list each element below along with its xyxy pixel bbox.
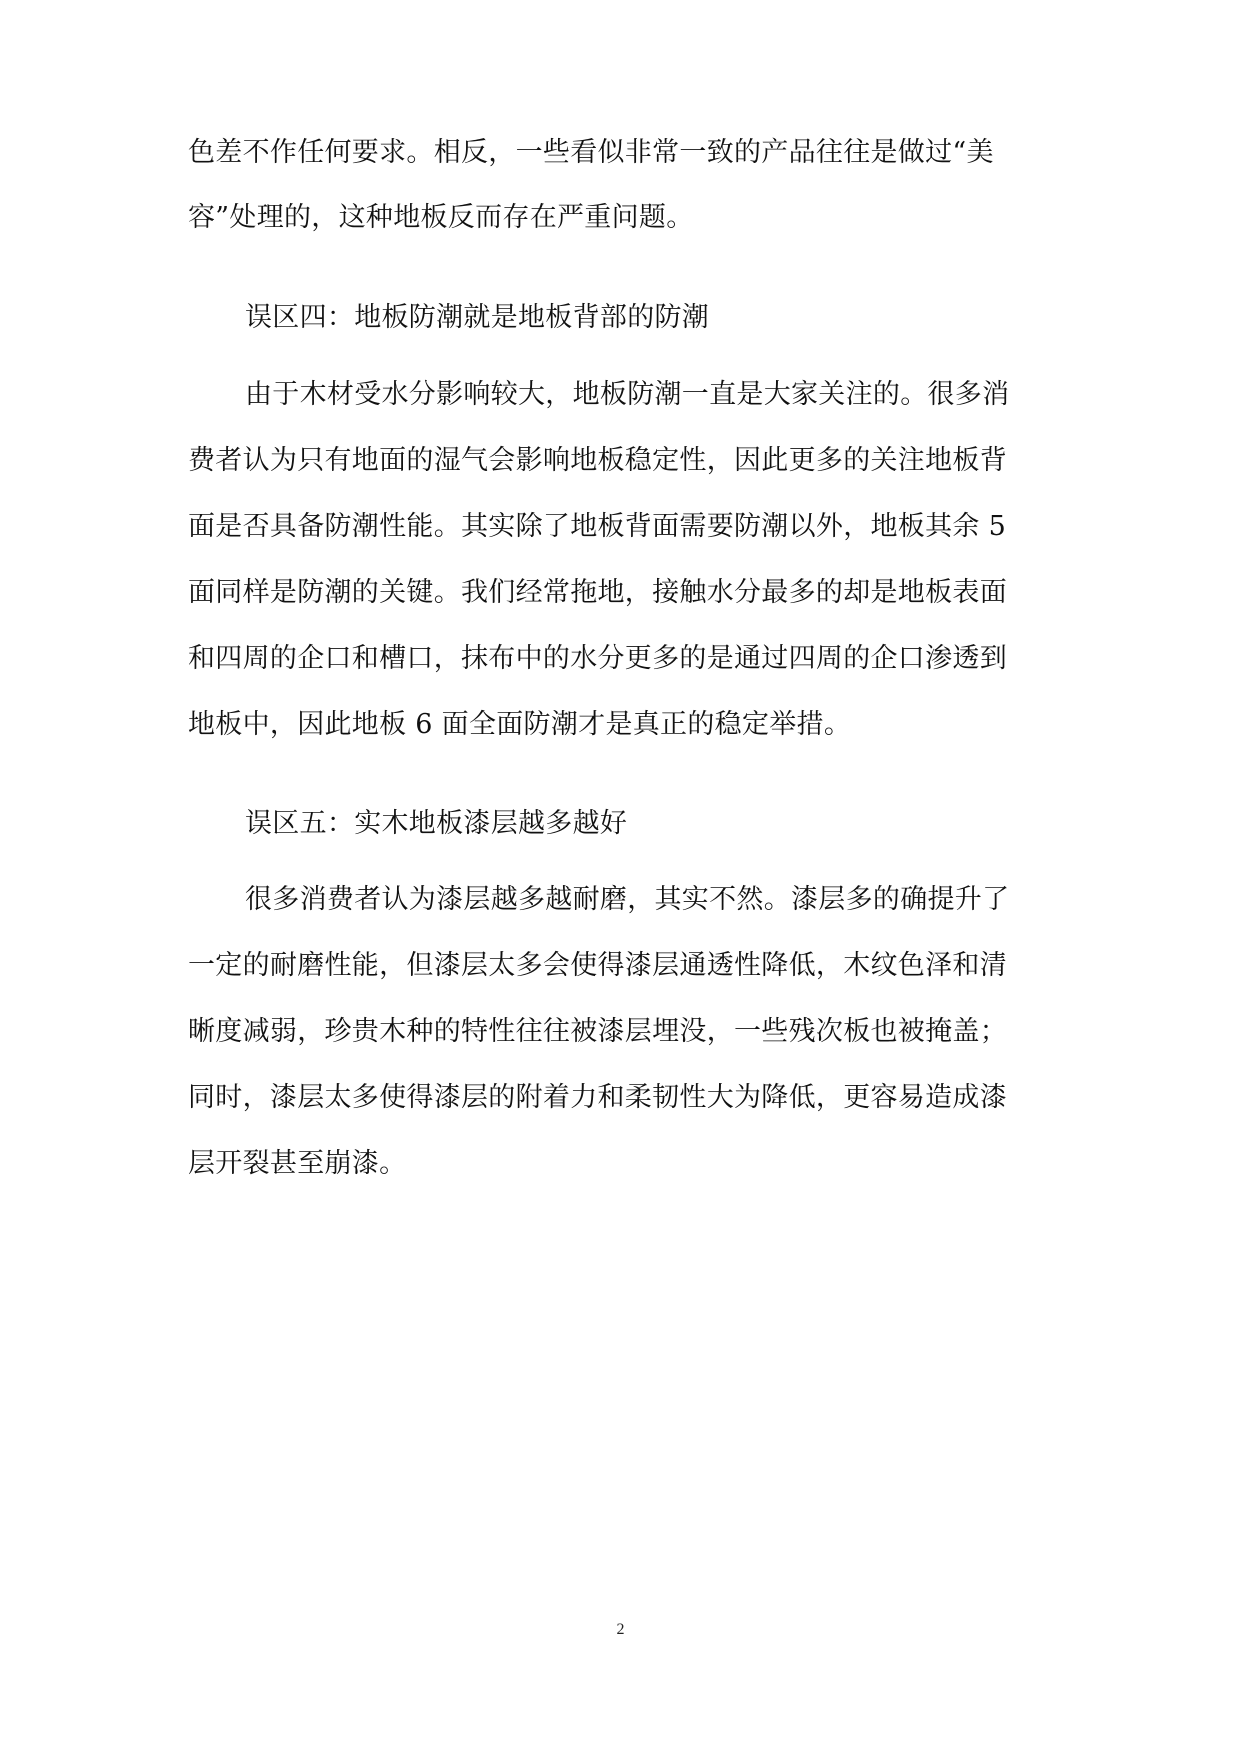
text-line: 容”处理的，这种地板反而存在严重问题。 [188,202,694,233]
text-line: 面同样是防潮的关键。我们经常拖地，接触水分最多的却是地板表面 [188,577,1007,608]
text-line: 层开裂甚至崩漆。 [188,1148,407,1179]
text-line: 色差不作任何要求。相反，一些看似非常一致的产品往往是做过“美 [188,137,994,168]
text-line: 由于木材受水分影响较大，地板防潮一直是大家关注的。很多消 [245,379,1010,410]
section-heading: 误区四：地板防潮就是地板背部的防潮 [245,302,710,333]
text-line: 面是否具备防潮性能。其实除了地板背面需要防潮以外，地板其余 5 [188,511,1007,542]
text-line: 同时，漆层太多使得漆层的附着力和柔韧性大为降低，更容易造成漆 [188,1082,1007,1113]
text-line: 和四周的企口和槽口，抹布中的水分更多的是通过四周的企口渗透到 [188,643,1007,674]
page-number: 2 [616,1621,625,1638]
text-line: 地板中，因此地板 6 面全面防潮才是真正的稳定举措。 [188,709,852,740]
text-line: 费者认为只有地面的湿气会影响地板稳定性，因此更多的关注地板背 [188,445,1007,476]
text-line: 一定的耐磨性能，但漆层太多会使得漆层通透性降低，木纹色泽和清 [188,950,1007,981]
text-line: 很多消费者认为漆层越多越耐磨，其实不然。漆层多的确提升了 [245,884,1010,915]
text-line: 晰度减弱，珍贵木种的特性往往被漆层埋没，一些残次板也被掩盖； [188,1016,1007,1047]
section-heading: 误区五：实木地板漆层越多越好 [245,808,628,839]
